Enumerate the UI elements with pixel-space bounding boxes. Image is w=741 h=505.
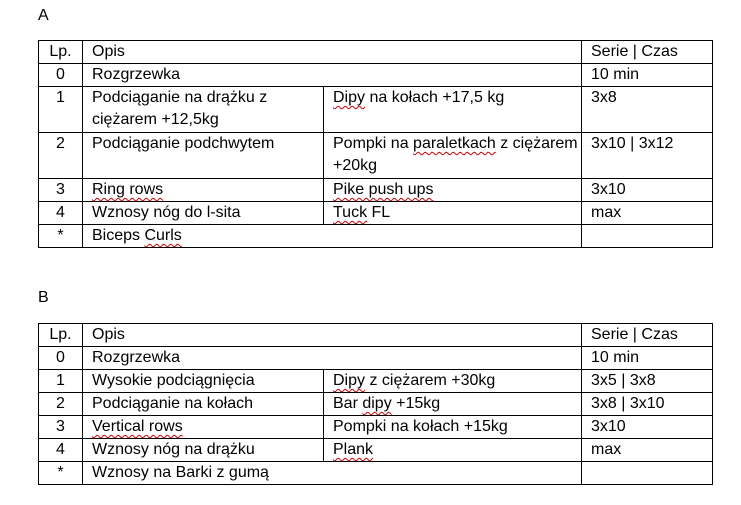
row-lp: 0	[39, 347, 83, 370]
row-desc	[83, 225, 582, 248]
row-serie: 3x10	[582, 179, 713, 202]
row-alt: Pompki na kołach +15kg	[324, 416, 582, 439]
table-row	[39, 87, 713, 133]
header-serie: Serie | Czas	[582, 324, 713, 347]
row-lp: 1	[39, 87, 83, 133]
spell-underlined-word: Dipy	[333, 372, 366, 389]
spell-underlined-word: paraletkach	[413, 135, 496, 152]
row-serie: 3x10 | 3x12	[582, 133, 713, 179]
row-alt	[324, 370, 582, 393]
row-lp: 2	[39, 393, 83, 416]
row-alt-text: +15kg	[391, 395, 441, 412]
row-desc: Rozgrzewka	[83, 347, 582, 370]
spell-underlined-word: Dipy	[333, 89, 366, 106]
spell-underlined-word: Plank	[333, 441, 374, 458]
row-lp: 0	[39, 64, 83, 87]
row-lp: 3	[39, 416, 83, 439]
row-desc	[83, 179, 324, 202]
section-a-label: A	[38, 7, 49, 24]
row-serie: 10 min	[582, 347, 713, 370]
row-alt	[324, 133, 582, 179]
workout-table-a	[38, 40, 713, 248]
spell-underlined-word: dipy	[362, 395, 392, 412]
row-alt	[324, 439, 582, 462]
row-serie: 3x5 | 3x8	[582, 370, 713, 393]
row-serie	[582, 225, 713, 248]
spell-underlined-word: Ring rows	[92, 181, 164, 198]
row-alt	[324, 87, 582, 133]
spell-underlined-word: Vertical rows	[92, 418, 183, 435]
header-lp: Lp.	[39, 41, 83, 64]
row-serie	[582, 462, 713, 485]
row-lp: 1	[39, 370, 83, 393]
row-serie: 3x10	[582, 416, 713, 439]
row-serie: max	[582, 202, 713, 225]
row-lp: 2	[39, 133, 83, 179]
table-header-row	[39, 41, 713, 64]
row-alt-text: z ciężarem +20kg	[333, 135, 578, 174]
row-alt	[324, 393, 582, 416]
row-alt-text: na kołach +17,5 kg	[365, 89, 505, 106]
table-row	[39, 393, 713, 416]
section-b-label: B	[38, 289, 49, 306]
row-desc: Rozgrzewka	[83, 64, 582, 87]
row-serie: 3x8	[582, 87, 713, 133]
table-row	[39, 179, 713, 202]
spell-underlined-word: Tuck	[333, 204, 368, 221]
header-opis: Opis	[83, 41, 582, 64]
table-header-row	[39, 324, 713, 347]
row-lp: 4	[39, 439, 83, 462]
header-lp: Lp.	[39, 324, 83, 347]
row-lp: 3	[39, 179, 83, 202]
table-row	[39, 202, 713, 225]
row-alt	[324, 202, 582, 225]
table-row	[39, 225, 713, 248]
row-alt-text: Pompki na	[333, 135, 414, 152]
row-lp: *	[39, 225, 83, 248]
row-alt-text: FL	[367, 204, 391, 221]
row-desc	[83, 416, 324, 439]
table-row	[39, 347, 713, 370]
row-desc-text: Biceps	[92, 227, 145, 244]
row-desc: Podciąganie na kołach	[83, 393, 324, 416]
table-row	[39, 462, 713, 485]
table-row	[39, 133, 713, 179]
row-alt	[324, 179, 582, 202]
row-serie: max	[582, 439, 713, 462]
row-desc: Wznosy nóg do l-sita	[83, 202, 324, 225]
row-lp: 4	[39, 202, 83, 225]
row-desc: Wysokie podciągnięcia	[83, 370, 324, 393]
table-row	[39, 416, 713, 439]
row-desc: Podciąganie podchwytem	[83, 133, 324, 179]
row-serie: 3x8 | 3x10	[582, 393, 713, 416]
header-opis: Opis	[83, 324, 582, 347]
spell-underlined-word: Pike push ups	[333, 181, 434, 198]
table-row	[39, 370, 713, 393]
row-desc: Podciąganie na drążku z ciężarem +12,5kg	[83, 87, 324, 133]
row-desc: Wznosy na Barki z gumą	[83, 462, 582, 485]
table-row	[39, 64, 713, 87]
row-alt-text: Bar	[333, 395, 363, 412]
table-row	[39, 439, 713, 462]
row-desc: Wznosy nóg na drążku	[83, 439, 324, 462]
row-alt-text: z ciężarem +30kg	[365, 372, 496, 389]
spell-underlined-word: Curls	[144, 227, 182, 244]
header-serie: Serie | Czas	[582, 41, 713, 64]
row-lp: *	[39, 462, 83, 485]
workout-table-b	[38, 323, 713, 485]
row-serie: 10 min	[582, 64, 713, 87]
